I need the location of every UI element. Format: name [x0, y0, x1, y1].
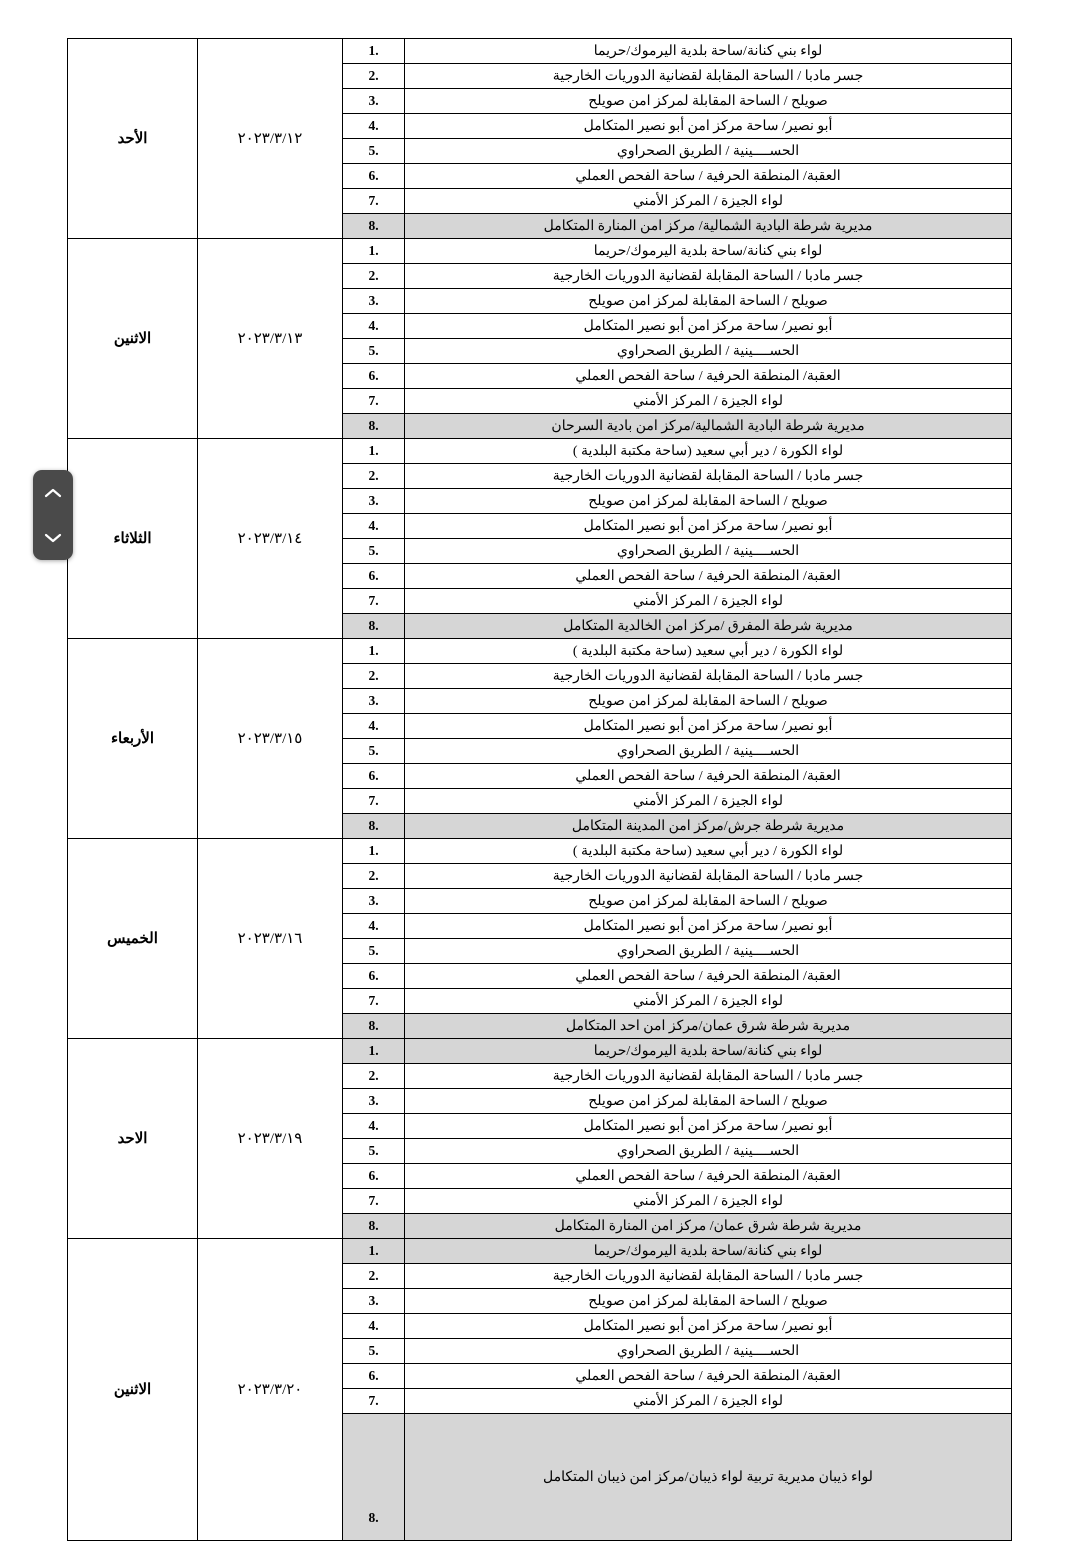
location-cell: العقبة/ المنطقة الحرفية / ساحة الفحص العملي — [405, 1164, 1012, 1189]
location-cell: لواء ذيبان مديرية تربية لواء ذيبان/مركز امن ذيبان المتكامل — [405, 1414, 1012, 1541]
location-cell: لواء الجيزة / المركز الأمني — [405, 989, 1012, 1014]
location-cell: لواء بني كنانة/ساحة بلدية اليرموك/حريما — [405, 39, 1012, 64]
row-number-cell: 5. — [343, 1339, 405, 1364]
location-cell: صويلح / الساحة المقابلة لمركز امن صويلح — [405, 89, 1012, 114]
row-number-cell: 8. — [343, 1014, 405, 1039]
row-number-cell: 4. — [343, 114, 405, 139]
location-cell: أبو نصير/ ساحة مركز امن أبو نصير المتكامل — [405, 114, 1012, 139]
day-cell: الاثنين — [68, 1239, 198, 1541]
row-number-cell: 2. — [343, 64, 405, 89]
location-cell: صويلح / الساحة المقابلة لمركز امن صويلح — [405, 489, 1012, 514]
row-number-cell: 5. — [343, 339, 405, 364]
location-cell: لواء الجيزة / المركز الأمني — [405, 589, 1012, 614]
location-cell: مديرية شرطة شرق عمان/مركز امن احد المتكامل — [405, 1014, 1012, 1039]
row-number-cell: 4. — [343, 914, 405, 939]
location-cell: لواء الجيزة / المركز الأمني — [405, 789, 1012, 814]
location-cell: صويلح / الساحة المقابلة لمركز امن صويلح — [405, 1089, 1012, 1114]
row-number-cell: 7. — [343, 189, 405, 214]
row-number-cell: 6. — [343, 564, 405, 589]
location-cell: الحســــينية / الطريق الصحراوي — [405, 1339, 1012, 1364]
date-cell: ٢٠٢٣/٣/١٩ — [198, 1039, 343, 1239]
row-number-cell: 5. — [343, 539, 405, 564]
location-cell: أبو نصير/ ساحة مركز امن أبو نصير المتكامل — [405, 514, 1012, 539]
patrol-schedule-table — [67, 38, 1012, 1541]
location-cell: لواء الجيزة / المركز الأمني — [405, 189, 1012, 214]
location-cell: لواء بني كنانة/ساحة بلدية اليرموك/حريما — [405, 239, 1012, 264]
chevron-up-icon[interactable] — [42, 486, 64, 500]
row-number-cell: 4. — [343, 314, 405, 339]
location-cell: لواء الجيزة / المركز الأمني — [405, 389, 1012, 414]
location-cell: جسر مادبا / الساحة المقابلة لقضانية الدوريات الخارجية — [405, 664, 1012, 689]
location-cell: صويلح / الساحة المقابلة لمركز امن صويلح — [405, 1289, 1012, 1314]
row-number-cell: 8. — [343, 414, 405, 439]
date-cell: ٢٠٢٣/٣/١٤ — [198, 439, 343, 639]
day-cell: الاثنين — [68, 239, 198, 439]
location-cell: مديرية شرطة المفرق /مركز امن الخالدية المتكامل — [405, 614, 1012, 639]
row-number-cell: 6. — [343, 1164, 405, 1189]
row-number-cell: 3. — [343, 489, 405, 514]
location-cell: جسر مادبا / الساحة المقابلة لقضانية الدوريات الخارجية — [405, 1064, 1012, 1089]
day-cell: الاحد — [68, 1039, 198, 1239]
location-cell: العقبة/ المنطقة الحرفية / ساحة الفحص العملي — [405, 564, 1012, 589]
row-number-cell: 6. — [343, 964, 405, 989]
row-number-cell: 2. — [343, 1064, 405, 1089]
location-cell: أبو نصير/ ساحة مركز امن أبو نصير المتكامل — [405, 714, 1012, 739]
chevron-down-icon[interactable] — [42, 531, 64, 545]
row-number-cell: 8. — [343, 1414, 405, 1541]
table-row — [68, 39, 1012, 64]
location-cell: الحســــينية / الطريق الصحراوي — [405, 339, 1012, 364]
location-cell: أبو نصير/ ساحة مركز امن أبو نصير المتكامل — [405, 914, 1012, 939]
row-number-cell: 7. — [343, 1189, 405, 1214]
row-number-cell: 6. — [343, 164, 405, 189]
location-cell: مديرية شرطة شرق عمان/ مركز امن المنارة المتكامل — [405, 1214, 1012, 1239]
location-cell: لواء الكورة / دير أبي سعيد (ساحة مكتبة البلدية ) — [405, 639, 1012, 664]
location-cell: صويلح / الساحة المقابلة لمركز امن صويلح — [405, 289, 1012, 314]
date-cell: ٢٠٢٣/٣/٢٠ — [198, 1239, 343, 1541]
location-cell: جسر مادبا / الساحة المقابلة لقضانية الدوريات الخارجية — [405, 864, 1012, 889]
row-number-cell: 5. — [343, 739, 405, 764]
location-cell: الحســــينية / الطريق الصحراوي — [405, 939, 1012, 964]
location-cell: مديرية شرطة جرش/مركز امن المدينة المتكامل — [405, 814, 1012, 839]
location-cell: لواء الكورة / دير أبي سعيد (ساحة مكتبة البلدية ) — [405, 839, 1012, 864]
row-number-cell: 7. — [343, 789, 405, 814]
row-number-cell: 1. — [343, 39, 405, 64]
location-cell: أبو نصير/ ساحة مركز امن أبو نصير المتكامل — [405, 1314, 1012, 1339]
row-number-cell: 3. — [343, 889, 405, 914]
table-row — [68, 439, 1012, 464]
location-cell: لواء بني كنانة/ساحة بلدية اليرموك/حريما — [405, 1039, 1012, 1064]
row-number-cell: 6. — [343, 764, 405, 789]
scroll-control[interactable] — [33, 470, 73, 560]
row-number-cell: 2. — [343, 264, 405, 289]
row-number-cell: 4. — [343, 1314, 405, 1339]
date-cell: ٢٠٢٣/٣/١٣ — [198, 239, 343, 439]
day-cell: الأربعاء — [68, 639, 198, 839]
location-cell: لواء بني كنانة/ساحة بلدية اليرموك/حريما — [405, 1239, 1012, 1264]
day-cell: الثلاثاء — [68, 439, 198, 639]
location-cell: الحســــينية / الطريق الصحراوي — [405, 739, 1012, 764]
location-cell: صويلح / الساحة المقابلة لمركز امن صويلح — [405, 689, 1012, 714]
date-cell: ٢٠٢٣/٣/١٦ — [198, 839, 343, 1039]
table-row — [68, 1239, 1012, 1264]
location-cell: الحســــينية / الطريق الصحراوي — [405, 139, 1012, 164]
row-number-cell: 2. — [343, 1264, 405, 1289]
location-cell: لواء الكورة / دير أبي سعيد (ساحة مكتبة البلدية ) — [405, 439, 1012, 464]
location-cell: جسر مادبا / الساحة المقابلة لقضانية الدوريات الخارجية — [405, 64, 1012, 89]
row-number-cell: 7. — [343, 1389, 405, 1414]
row-number-cell: 7. — [343, 389, 405, 414]
row-number-cell: 5. — [343, 939, 405, 964]
date-cell: ٢٠٢٣/٣/١٥ — [198, 639, 343, 839]
row-number-cell: 3. — [343, 689, 405, 714]
location-cell: لواء الجيزة / المركز الأمني — [405, 1189, 1012, 1214]
date-cell: ٢٠٢٣/٣/١٢ — [198, 39, 343, 239]
row-number-cell: 7. — [343, 989, 405, 1014]
row-number-cell: 8. — [343, 214, 405, 239]
row-number-cell: 3. — [343, 1289, 405, 1314]
row-number-cell: 2. — [343, 464, 405, 489]
location-cell: مديرية شرطة البادية الشمالية/مركز امن بادية السرحان — [405, 414, 1012, 439]
row-number-cell: 8. — [343, 814, 405, 839]
row-number-cell: 1. — [343, 1239, 405, 1264]
location-cell: مديرية شرطة البادية الشمالية/ مركز امن المنارة المتكامل — [405, 214, 1012, 239]
row-number-cell: 8. — [343, 1214, 405, 1239]
day-cell: الأحد — [68, 39, 198, 239]
location-cell: جسر مادبا / الساحة المقابلة لقضانية الدوريات الخارجية — [405, 464, 1012, 489]
row-number-cell: 4. — [343, 1114, 405, 1139]
location-cell: جسر مادبا / الساحة المقابلة لقضانية الدوريات الخارجية — [405, 1264, 1012, 1289]
row-number-cell: 1. — [343, 239, 405, 264]
row-number-cell: 5. — [343, 1139, 405, 1164]
row-number-cell: 3. — [343, 289, 405, 314]
row-number-cell: 1. — [343, 439, 405, 464]
location-cell: الحســــينية / الطريق الصحراوي — [405, 539, 1012, 564]
row-number-cell: 3. — [343, 89, 405, 114]
location-cell: العقبة/ المنطقة الحرفية / ساحة الفحص العملي — [405, 164, 1012, 189]
day-cell: الخميس — [68, 839, 198, 1039]
location-cell: أبو نصير/ ساحة مركز امن أبو نصير المتكامل — [405, 1114, 1012, 1139]
row-number-cell: 4. — [343, 514, 405, 539]
row-number-cell: 6. — [343, 1364, 405, 1389]
location-cell: صويلح / الساحة المقابلة لمركز امن صويلح — [405, 889, 1012, 914]
row-number-cell: 7. — [343, 589, 405, 614]
row-number-cell: 1. — [343, 1039, 405, 1064]
schedule-body — [68, 39, 1012, 1541]
location-cell: العقبة/ المنطقة الحرفية / ساحة الفحص العملي — [405, 1364, 1012, 1389]
location-cell: لواء الجيزة / المركز الأمني — [405, 1389, 1012, 1414]
location-cell: العقبة/ المنطقة الحرفية / ساحة الفحص العملي — [405, 364, 1012, 389]
table-row — [68, 1039, 1012, 1064]
row-number-cell: 6. — [343, 364, 405, 389]
row-number-cell: 2. — [343, 664, 405, 689]
location-cell: جسر مادبا / الساحة المقابلة لقضانية الدوريات الخارجية — [405, 264, 1012, 289]
location-cell: الحســــينية / الطريق الصحراوي — [405, 1139, 1012, 1164]
row-number-cell: 1. — [343, 839, 405, 864]
location-cell: العقبة/ المنطقة الحرفية / ساحة الفحص العملي — [405, 764, 1012, 789]
location-cell: العقبة/ المنطقة الحرفية / ساحة الفحص العملي — [405, 964, 1012, 989]
row-number-cell: 5. — [343, 139, 405, 164]
row-number-cell: 1. — [343, 639, 405, 664]
table-row — [68, 239, 1012, 264]
row-number-cell: 4. — [343, 714, 405, 739]
table-row — [68, 839, 1012, 864]
table-row — [68, 639, 1012, 664]
location-cell: أبو نصير/ ساحة مركز امن أبو نصير المتكامل — [405, 314, 1012, 339]
row-number-cell: 8. — [343, 614, 405, 639]
row-number-cell: 3. — [343, 1089, 405, 1114]
row-number-cell: 2. — [343, 864, 405, 889]
